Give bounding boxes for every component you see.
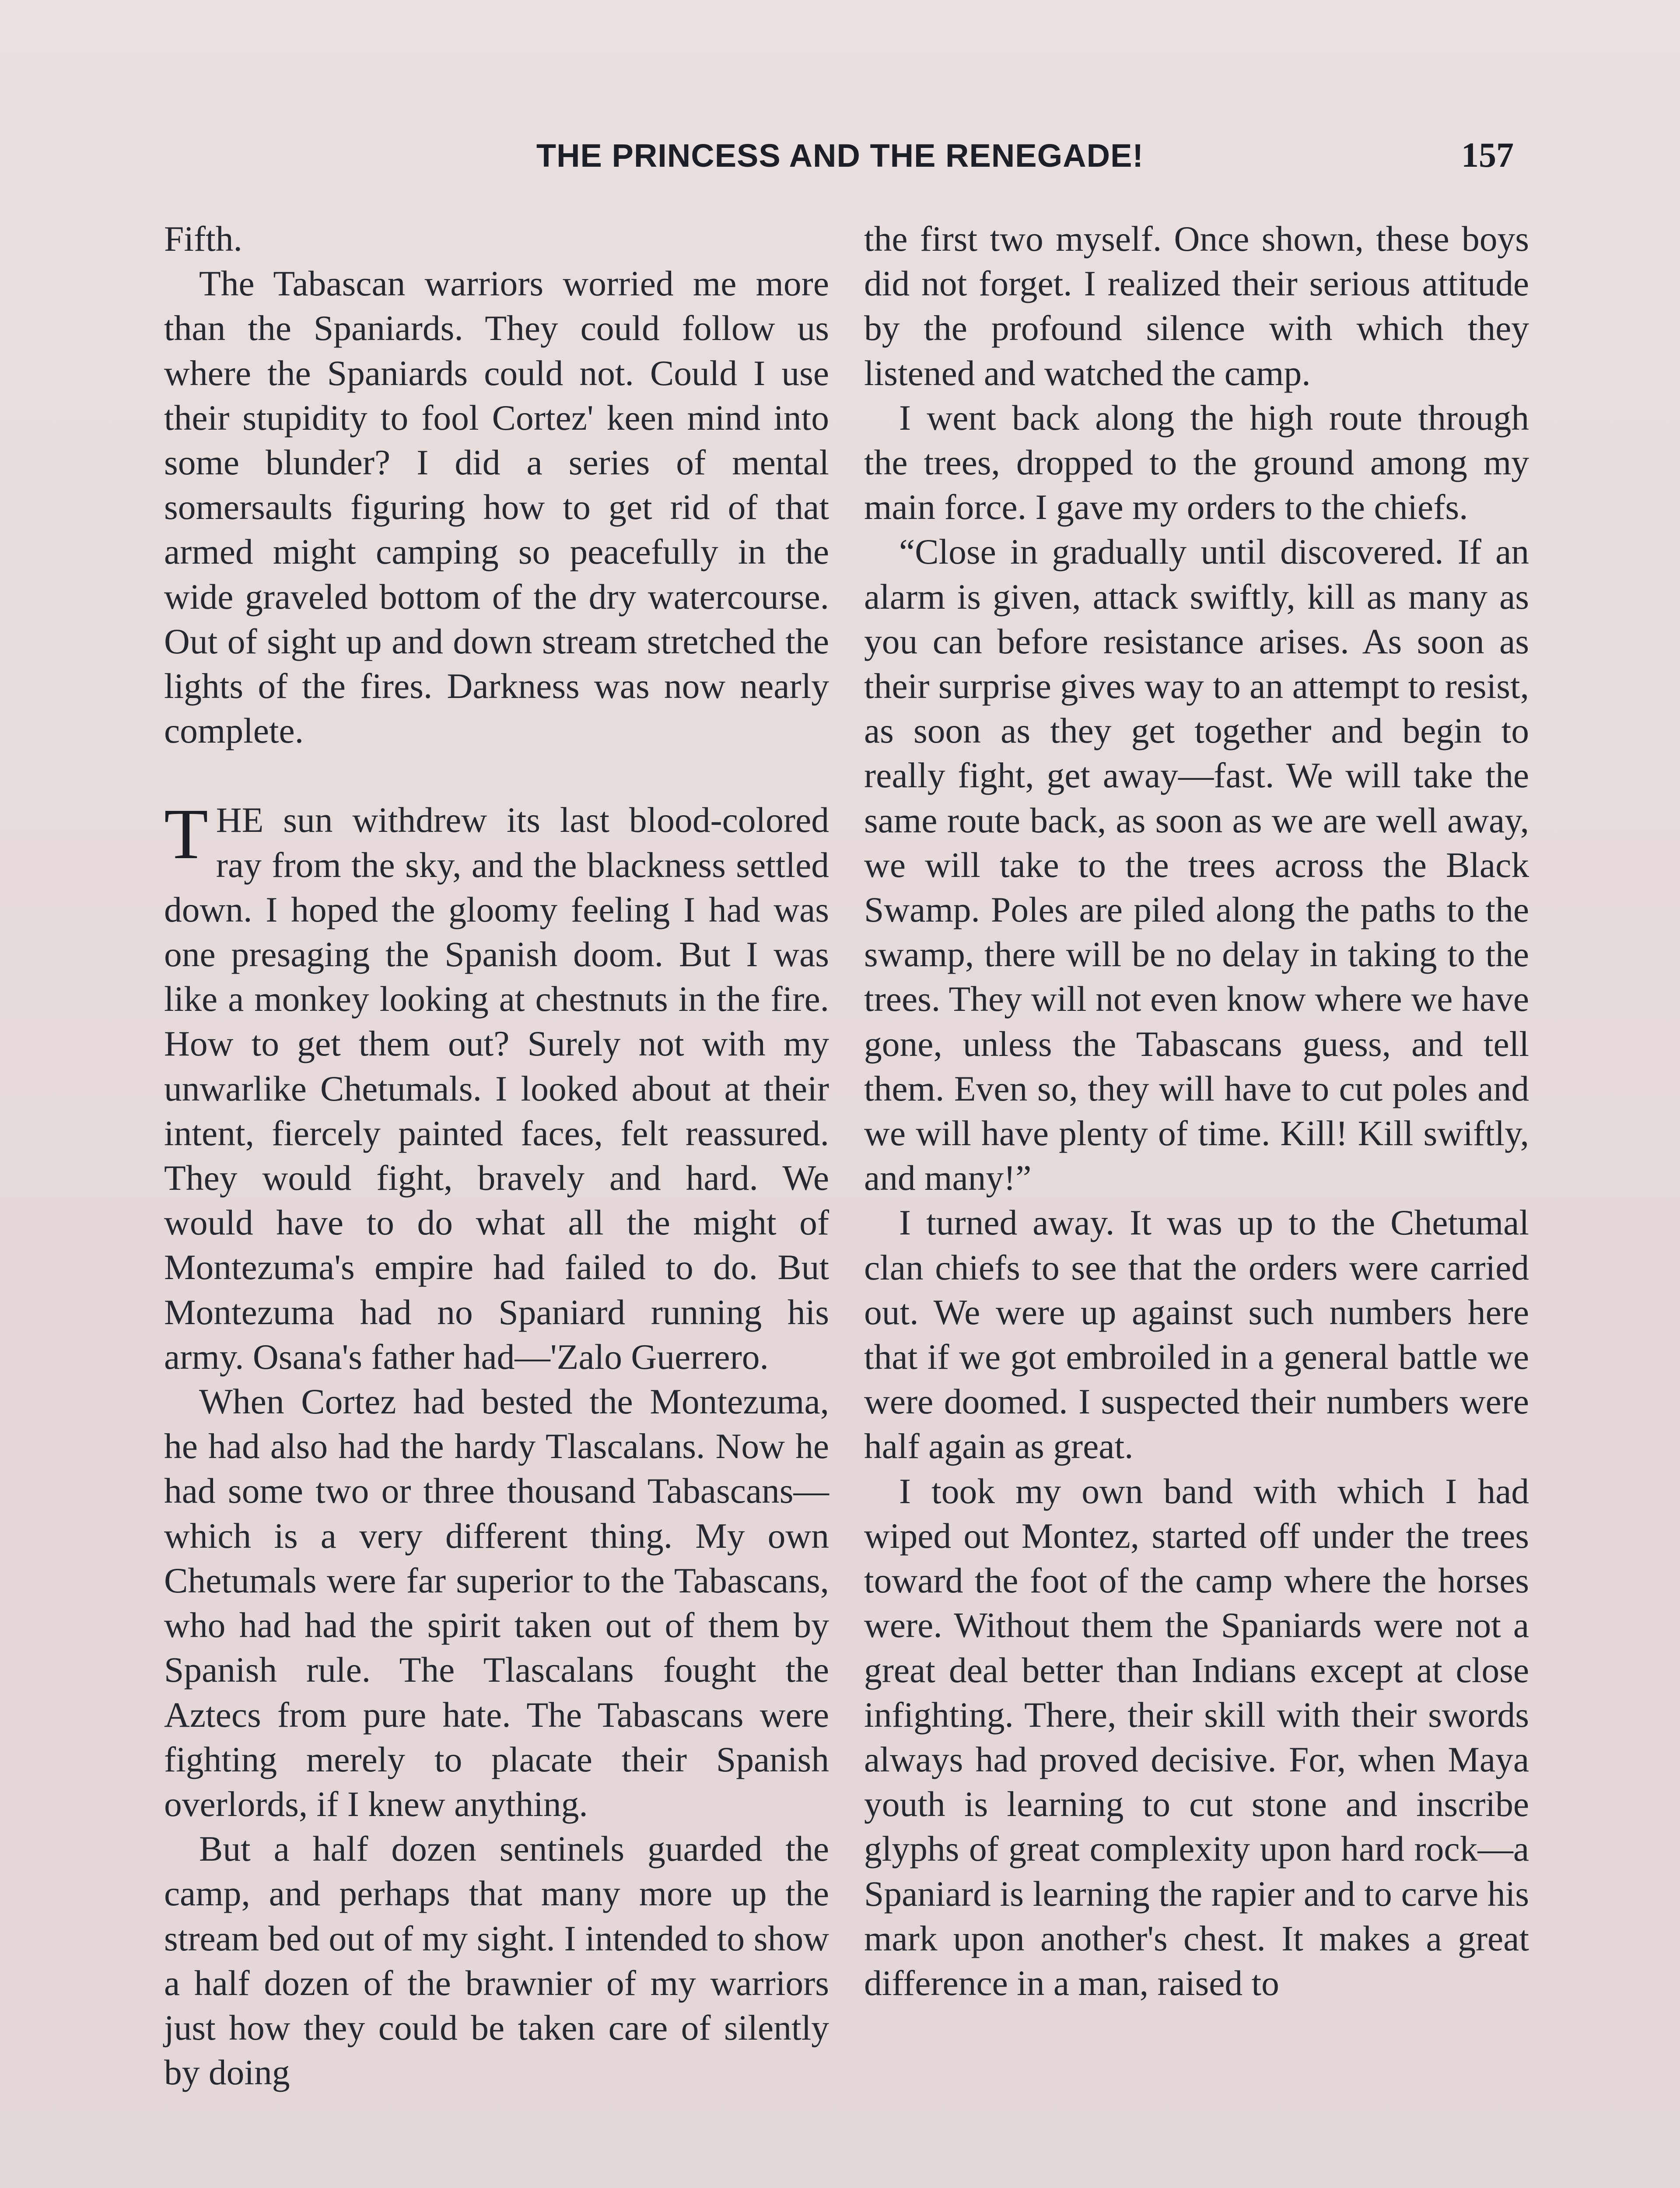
paragraph: the first two myself. Once shown, these boys did not forget. I realized their serious attitude by the profound silence with which they listened and watched the camp. xyxy=(864,219,1529,393)
page-number: 157 xyxy=(1461,136,1514,175)
drop-cap: T xyxy=(164,794,208,874)
paragraph: The Tabascan warriors worried me more than the Spaniards. They could follow us where the Spaniards could not. Could I use their stupidity to fool Cortez' keen mind into some blunder? I did a series of mental somersaults figuring how to get rid of that armed might camping so peacefully in the wide graveled bottom of the dry watercourse. Out of sight up and down stream stretched the lights of the fires. Darkness was now nearly complete. xyxy=(164,263,829,751)
left-column xyxy=(164,217,829,2095)
paragraph: But a half dozen sentinels guarded the camp, and perhaps that many more up the stream bed out of my sight. I intended to show a half dozen of the brawnier of my warriors just how they could be taken care of silently by doing xyxy=(164,1829,829,2093)
paragraph: I took my own band with which I had wiped out Montez, started off under the trees toward the foot of the camp where the horses were. Without them the Spaniards were not a great deal better than Indians except at close infighting. There, their skill with their swords always had proved decisive. For, when Maya youth is learning to cut stone and inscribe glyphs of great complexity upon hard rock—a Spaniard is learning the rapier and to carve his mark upon another's chest. It makes a great difference in a man, raised to xyxy=(864,1471,1529,2003)
section-start-paragraph xyxy=(164,794,829,1379)
running-header xyxy=(166,131,1514,179)
paragraph: Fifth. xyxy=(164,219,242,259)
paragraph: “Close in gradually until discovered. If an alarm is given, attack swiftly, kill as many as you can before resistance arises. As soon as their surprise gives way to an attempt to resist, as soon as they get together and begin to really fight, get away—fast. We will take the same route back, as soon as we are well away, we will take to the trees across the Black Swamp. Poles are piled along the paths to the swamp, there will be no delay in taking to the trees. They will not even know where we have gone, unless the Tabascans guess, and tell them. Even so, they will have to cut poles and we will have plenty of time. Kill! Kill swiftly, and many!” xyxy=(864,532,1529,1198)
paragraph: I turned away. It was up to the Chetumal clan chiefs to see that the orders were carried out. We were up against such numbers here that if we got embroiled in a general battle we were doomed. I suspected their numbers were half again as great. xyxy=(864,1203,1529,1466)
paragraph: I went back along the high route through the trees, dropped to the ground among my main force. I gave my orders to the chiefs. xyxy=(864,397,1529,527)
right-column xyxy=(864,217,1529,2006)
paragraph-text: HE sun withdrew its last blood-colored ray from the sky, and the blackness settled down. I hoped the gloomy feeling I had was one presaging the Spanish doom. But I was like a monkey looking at chestnuts in the fire. How to get them out? Surely not with my unwarlike Chetumals. I looked about at their intent, fiercely painted faces, felt reassured. They would fight, bravely and hard. We would have to do what all the might of Montezuma's empire had failed to do. But Montezuma had no Spaniard running his army. Osana's father had—'Zalo Guerrero. xyxy=(164,800,829,1377)
paragraph: When Cortez had bested the Montezuma, he had also had the hardy Tlascalans. Now he had some two or three thousand Tabascans—which is a very different thing. My own Chetumals were far superior to the Tabascans, who had had the spirit taken out of them by Spanish rule. The Tlascalans fought the Aztecs from pure hate. The Tabascans were fighting merely to placate their Spanish overlords, if I knew anything. xyxy=(164,1382,829,1824)
chapter-title: THE PRINCESS AND THE RENEGADE! xyxy=(536,137,1144,174)
